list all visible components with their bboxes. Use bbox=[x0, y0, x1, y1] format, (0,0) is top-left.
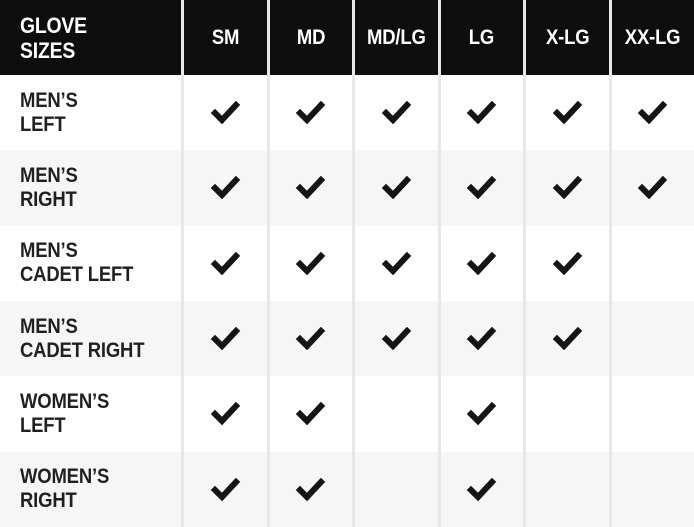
checkmark-icon bbox=[210, 101, 241, 124]
checkmark-icon bbox=[210, 478, 241, 501]
column-header-x-lg bbox=[523, 0, 609, 75]
check-cell bbox=[267, 452, 353, 527]
column-header-label: SM bbox=[211, 25, 239, 49]
check-cell bbox=[609, 150, 694, 225]
row-label bbox=[0, 226, 181, 301]
check-cell bbox=[438, 75, 524, 150]
empty-cell bbox=[609, 301, 694, 376]
checkmark-icon bbox=[295, 176, 326, 199]
checkmark-icon bbox=[637, 176, 668, 199]
checkmark-icon bbox=[210, 252, 241, 275]
checkmark-icon bbox=[466, 478, 497, 501]
checkmark-icon bbox=[552, 327, 583, 350]
row-label-line: WOMEN’S bbox=[20, 465, 110, 489]
check-cell bbox=[523, 150, 609, 225]
empty-cell bbox=[523, 452, 609, 527]
column-header-md bbox=[267, 0, 353, 75]
corner-cell bbox=[0, 0, 181, 75]
checkmark-icon bbox=[210, 327, 241, 350]
row-label-line: RIGHT bbox=[20, 187, 77, 211]
check-cell bbox=[352, 150, 438, 225]
check-cell bbox=[181, 301, 267, 376]
check-cell bbox=[523, 75, 609, 150]
row-label-line: MEN’S bbox=[20, 88, 78, 112]
row-label bbox=[0, 301, 181, 376]
checkmark-icon bbox=[295, 327, 326, 350]
column-header-label: XX-LG bbox=[624, 25, 681, 49]
check-cell bbox=[438, 452, 524, 527]
row-label-line: MEN’S bbox=[20, 314, 78, 338]
empty-cell bbox=[523, 376, 609, 451]
checkmark-icon bbox=[295, 402, 326, 425]
row-label-line: WOMEN’S bbox=[20, 389, 110, 413]
checkmark-icon bbox=[552, 252, 583, 275]
row-label bbox=[0, 150, 181, 225]
column-header-label: X-LG bbox=[545, 25, 589, 49]
row-label-line: LEFT bbox=[20, 112, 66, 136]
check-cell bbox=[267, 150, 353, 225]
checkmark-icon bbox=[466, 176, 497, 199]
empty-cell bbox=[609, 452, 694, 527]
column-header-label: MD bbox=[296, 25, 325, 49]
check-cell bbox=[352, 226, 438, 301]
checkmark-icon bbox=[466, 402, 497, 425]
empty-cell bbox=[352, 376, 438, 451]
row-label-line: CADET LEFT bbox=[20, 263, 134, 287]
check-cell bbox=[352, 301, 438, 376]
table-title-line-2: SIZES bbox=[20, 37, 76, 63]
table-title-line-1: GLOVE bbox=[20, 12, 87, 38]
row-label-line: LEFT bbox=[20, 413, 66, 437]
column-header-label: LG bbox=[469, 25, 495, 49]
row-label-line: MEN’S bbox=[20, 163, 78, 187]
row-label bbox=[0, 376, 181, 451]
column-header-lg bbox=[438, 0, 524, 75]
checkmark-icon bbox=[210, 176, 241, 199]
check-cell bbox=[181, 75, 267, 150]
column-header-label: MD/LG bbox=[366, 25, 426, 49]
check-cell bbox=[523, 301, 609, 376]
checkmark-icon bbox=[466, 101, 497, 124]
checkmark-icon bbox=[381, 327, 412, 350]
empty-cell bbox=[609, 376, 694, 451]
check-cell bbox=[267, 376, 353, 451]
checkmark-icon bbox=[210, 402, 241, 425]
row-label-line: MEN’S bbox=[20, 239, 78, 263]
checkmark-icon bbox=[552, 101, 583, 124]
empty-cell bbox=[609, 226, 694, 301]
checkmark-icon bbox=[466, 252, 497, 275]
check-cell bbox=[438, 226, 524, 301]
check-cell bbox=[181, 376, 267, 451]
checkmark-icon bbox=[295, 252, 326, 275]
check-cell bbox=[181, 150, 267, 225]
row-label-line: CADET RIGHT bbox=[20, 338, 145, 362]
checkmark-icon bbox=[295, 478, 326, 501]
check-cell bbox=[267, 75, 353, 150]
row-label bbox=[0, 75, 181, 150]
column-header-sm bbox=[181, 0, 267, 75]
check-cell bbox=[352, 75, 438, 150]
checkmark-icon bbox=[295, 101, 326, 124]
check-cell bbox=[267, 301, 353, 376]
checkmark-icon bbox=[381, 252, 412, 275]
check-cell bbox=[181, 226, 267, 301]
checkmark-icon bbox=[466, 327, 497, 350]
empty-cell bbox=[352, 452, 438, 527]
column-header-md-lg bbox=[352, 0, 438, 75]
checkmark-icon bbox=[381, 176, 412, 199]
checkmark-icon bbox=[637, 101, 668, 124]
check-cell bbox=[181, 452, 267, 527]
check-cell bbox=[438, 301, 524, 376]
checkmark-icon bbox=[381, 101, 412, 124]
checkmark-icon bbox=[552, 176, 583, 199]
check-cell bbox=[438, 150, 524, 225]
row-label-line: RIGHT bbox=[20, 489, 77, 513]
check-cell bbox=[267, 226, 353, 301]
row-label bbox=[0, 452, 181, 527]
check-cell bbox=[438, 376, 524, 451]
check-cell bbox=[523, 226, 609, 301]
check-cell bbox=[609, 75, 694, 150]
column-header-xx-lg bbox=[609, 0, 694, 75]
